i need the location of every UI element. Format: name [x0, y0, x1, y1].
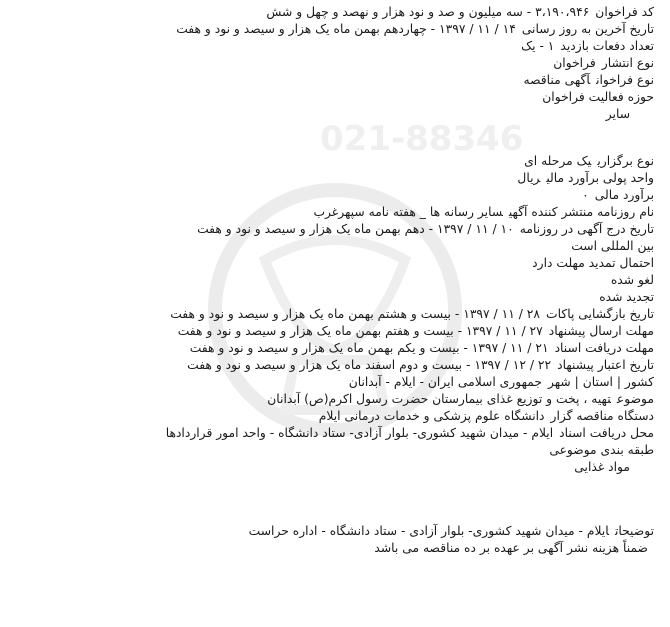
field-visit-count: تعداد دفعات بازدید۱ - یک: [521, 39, 654, 53]
field-tendering-agency: دستگاه مناقصه گزاردانشگاه علوم پزشکی و خدمات درمانی ایلام: [318, 409, 654, 423]
field-opening-date: تاریخ بازگشایی پاکات۲۸ / ۱۱ / ۱۳۹۷ - بیست و هشتم بهمن ماه یک هزار و سیصد و نود و هفت: [170, 307, 654, 321]
field-activity-area-value: سایر: [605, 107, 630, 121]
field-extension-possible: احتمال تمدید مهلت دارد: [532, 256, 654, 270]
field-holding-type: نوع برگزارییک مرحله ای: [524, 154, 654, 168]
field-description: توضیحاتایلام - میدان شهید کشوری- بلوار آزادی - ستاد دانشگاه - اداره حراست: [248, 524, 654, 538]
field-call-type: نوع فراخوانآگهی مناقصه: [523, 73, 654, 87]
field-newspaper-date: تاریخ درج آگهی در روزنامه۱۰ / ۱۱ / ۱۳۹۷ - دهم بهمن ماه یک هزار و سیصد و نود و هفت: [197, 222, 654, 236]
field-documents-deadline: مهلت دریافت اسناد۲۱ / ۱۱ / ۱۳۹۷ - بیست و یکم بهمن ماه یک هزار و سیصد و نود و هفت: [189, 341, 654, 355]
field-tender-code: کد فراخوان۳،۱۹۰،۹۴۶ - سه میلیون و صد و نود هزار و نهصد و چهل و شش: [266, 5, 654, 19]
field-subject-category: طبقه بندی موضوعی: [549, 443, 654, 457]
field-currency-unit: واحد پولی برآورد مالیریال: [517, 171, 654, 185]
field-newspaper-name: نام روزنامه منتشر کننده آگهیسایر رسانه ها _ هفته نامه سپهرغرب: [313, 205, 654, 219]
field-offer-validity: تاریخ اعتبار پیشنهاد۲۲ / ۱۲ / ۱۳۹۷ - بیست و دوم اسفند ماه یک هزار و سیصد و نود و هفت: [187, 358, 654, 372]
watermark-number: 021-88346: [320, 119, 524, 159]
field-submission-deadline: مهلت ارسال پیشنهاد۲۷ / ۱۱ / ۱۳۹۷ - بیست و هفتم بهمن ماه یک هزار و سیصد و نود و هفت: [177, 324, 654, 338]
field-activity-area: حوزه فعالیت فراخوان: [542, 90, 654, 104]
field-subject-category-value: مواد غذایی: [574, 460, 630, 474]
field-financial-estimate: برآورد مالی۰: [582, 188, 654, 202]
field-location: کشور | استان | شهرجمهوری اسلامی ایران - ایلام - آبدانان: [348, 375, 654, 389]
field-last-update: تاریخ آخرین به روز رسانی۱۴ / ۱۱ / ۱۳۹۷ - چهاردهم بهمن ماه یک هزار و سیصد و نود و هفت: [176, 22, 654, 36]
field-subject: موضوعتهیه ، پخت و توزیع غذای بیمارستان حضرت رسول اکرم(ص) آبدانان: [267, 392, 654, 406]
field-cancelled: لغو شده: [610, 273, 654, 287]
field-publish-type: نوع انتشارفراخوان: [553, 56, 654, 70]
field-renewed: تجدید شده: [599, 290, 654, 304]
field-documents-location: محل دریافت اسنادایلام - میدان شهید کشوری- بلوار آزادی- ستاد دانشگاه - واحد امور قراردادها: [165, 426, 654, 440]
field-description-note: ضمناً هزینه نشر آگهی بر عهده بر ده مناقصه می باشد: [374, 541, 648, 555]
field-international: بین المللی است: [571, 239, 654, 253]
